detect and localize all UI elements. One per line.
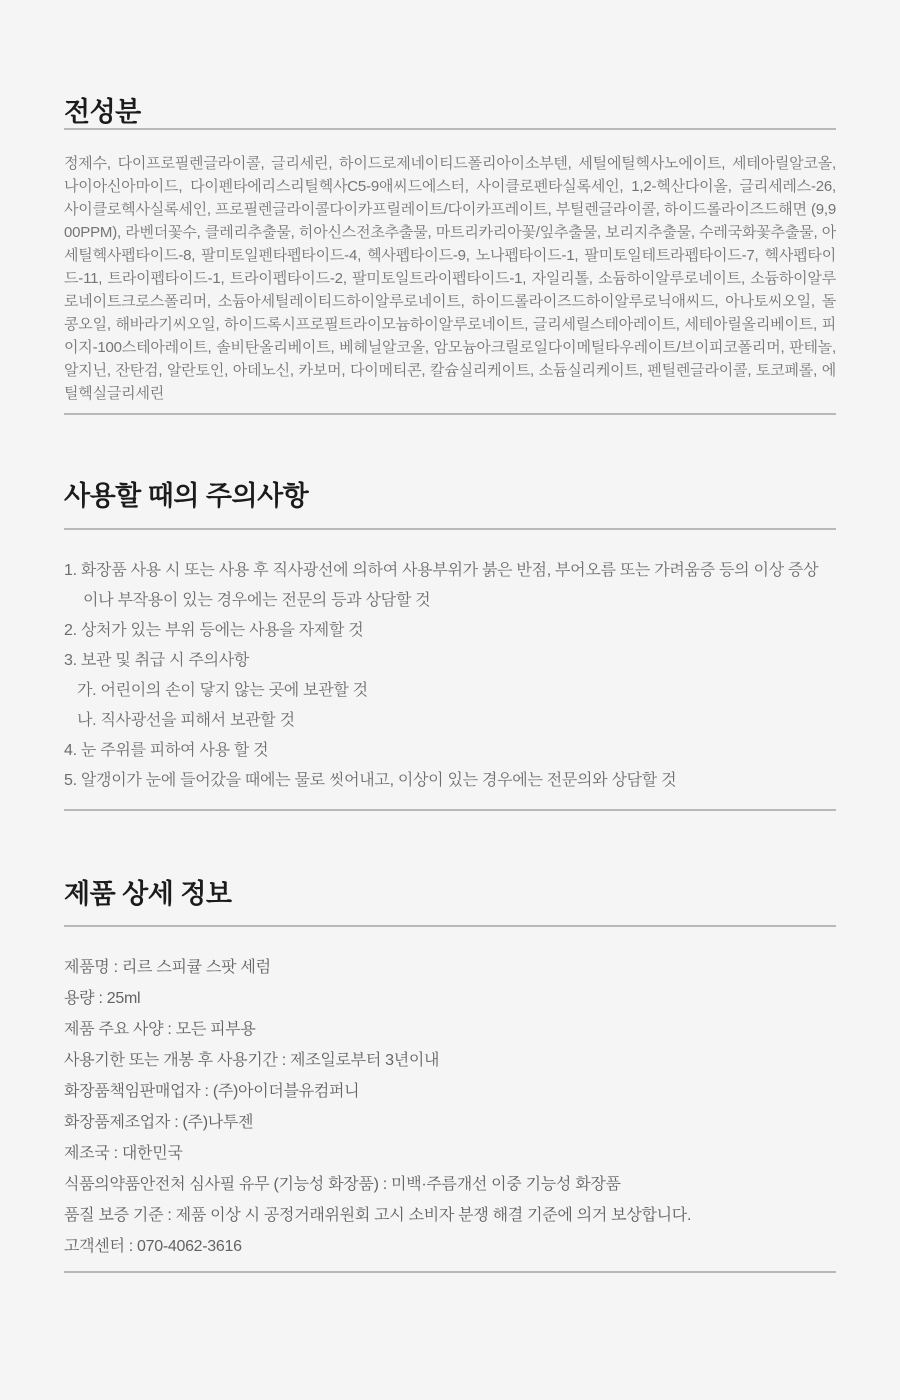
divider (64, 128, 836, 130)
ingredients-text: 정제수, 다이프로필렌글라이콜, 글리세린, 하이드로제네이티드폴리아이소부텐, 세틸에틸헥사노에이트, 세테아릴알코올, 나이아신아마이드, 다이펜타에리스리틸헥사C5-9애씨드에스터, 사이클로펜타실록세인, 1,2-헥산다이올, 글리세레스-26, 사이클로헥사실록세인, 프로필렌글라이콜다이카프릴레이트/다이카프레이트, 부틸렌글라이콜, 하이드롤라이즈드해면 (9,900PPM), 라벤더꽃수, 클레리추출물, 히아신스전초추출물, 마트리카리아꽃/잎추출물, 보리지추출물, 수레국화꽃추출물, 아세틸헥사펩타이드-8, 팔미토일펜타펩타이드-4, 헥사펩타이드-9, 노나펩타이드-1, 팔미토일테트라펩타이드-7, 헥사펩타이드-11, 트라이펩타이드-1, 트라이펩타이드-2, 팔미토일트라이펩타이드-1, 자일리톨, 소듐하이알루로네이트, 소듐하이알루로네이트크로스폴리머, 소듐아세틸레이티드하이알루로네이트, 하이드롤라이즈드하이알루로닉애씨드, 아나토씨오일, 돌콩오일, 해바라기씨오일, 하이드록시프로필트라이모늄하이알루로네이트, 글리세릴스테아레이트, 세테아릴올리베이트, 피이지-100스테아레이트, 솔비탄올리베이트, 베헤닐알코올, 암모늄아크릴로일다이메틸타우레이트/브이피코폴리머, 판테놀, 알지닌, 잔탄검, 알란토인, 아데노신, 카보머, 다이메티콘, 칼슘실리케이트, 소듐실리케이트, 펜틸렌글라이콜, 토코페롤, 에틸헥실글리세린 (64, 155, 836, 402)
precaution-item: 3. 보관 및 취급 시 주의사항 (64, 652, 250, 669)
detail-distributor: 화장품책임판매업자 : (주)아이더블유컴퍼니 (64, 1083, 360, 1100)
section-product-details (64, 811, 836, 1273)
divider (64, 925, 836, 927)
detail-country: 제조국 : 대한민국 (64, 1145, 183, 1162)
detail-product-name: 제품명 : 리르 스피큘 스팟 세럼 (64, 959, 271, 976)
precaution-subitem: 가. 어린이의 손이 닿지 않는 곳에 보관할 것 (77, 682, 368, 699)
detail-quality-guarantee: 품질 보증 기준 : 제품 이상 시 공정거래위원회 고시 소비자 분쟁 해결 기준에 의거 보상합니다. (64, 1207, 692, 1224)
detail-volume: 용량 : 25ml (64, 990, 141, 1007)
precautions-title: 사용할 때의 주의사항 (64, 481, 309, 511)
precaution-item-continuation: 이나 부작용이 있는 경우에는 전문의 등과 상담할 것 (83, 592, 431, 609)
divider (64, 528, 836, 530)
detail-expiry: 사용기한 또는 개봉 후 사용기간 : 제조일로부터 3년이내 (64, 1052, 440, 1069)
details-title: 제품 상세 정보 (64, 879, 232, 909)
detail-spec: 제품 주요 사양 : 모든 피부용 (64, 1021, 256, 1038)
precaution-item: 4. 눈 주위를 피하여 사용 할 것 (64, 742, 269, 759)
precaution-item: 5. 알갱이가 눈에 들어갔을 때에는 물로 씻어내고, 이상이 있는 경우에는 전문의와 상담할 것 (64, 772, 677, 789)
detail-manufacturer: 화장품제조업자 : (주)나투젠 (64, 1114, 254, 1131)
detail-list (64, 952, 836, 1262)
section-precautions (64, 415, 836, 811)
precaution-item: 1. 화장품 사용 시 또는 사용 후 직사광선에 의하여 사용부위가 붉은 반점, 부어오름 또는 가려움증 등의 이상 증상 (64, 562, 819, 579)
section-ingredients (64, 0, 836, 415)
detail-customer-center: 고객센터 : 070-4062-3616 (64, 1238, 242, 1255)
detail-mfds-approval: 식품의약품안전처 심사필 유무 (기능성 화장품) : 미백·주름개선 이중 기능성 화장품 (64, 1176, 621, 1193)
ingredients-title: 전성분 (64, 97, 141, 127)
precaution-item: 2. 상처가 있는 부위 등에는 사용을 자제할 것 (64, 622, 364, 639)
precaution-subitem: 나. 직사광선을 피해서 보관할 것 (77, 712, 295, 729)
precaution-list (64, 556, 836, 796)
divider (64, 1271, 836, 1273)
